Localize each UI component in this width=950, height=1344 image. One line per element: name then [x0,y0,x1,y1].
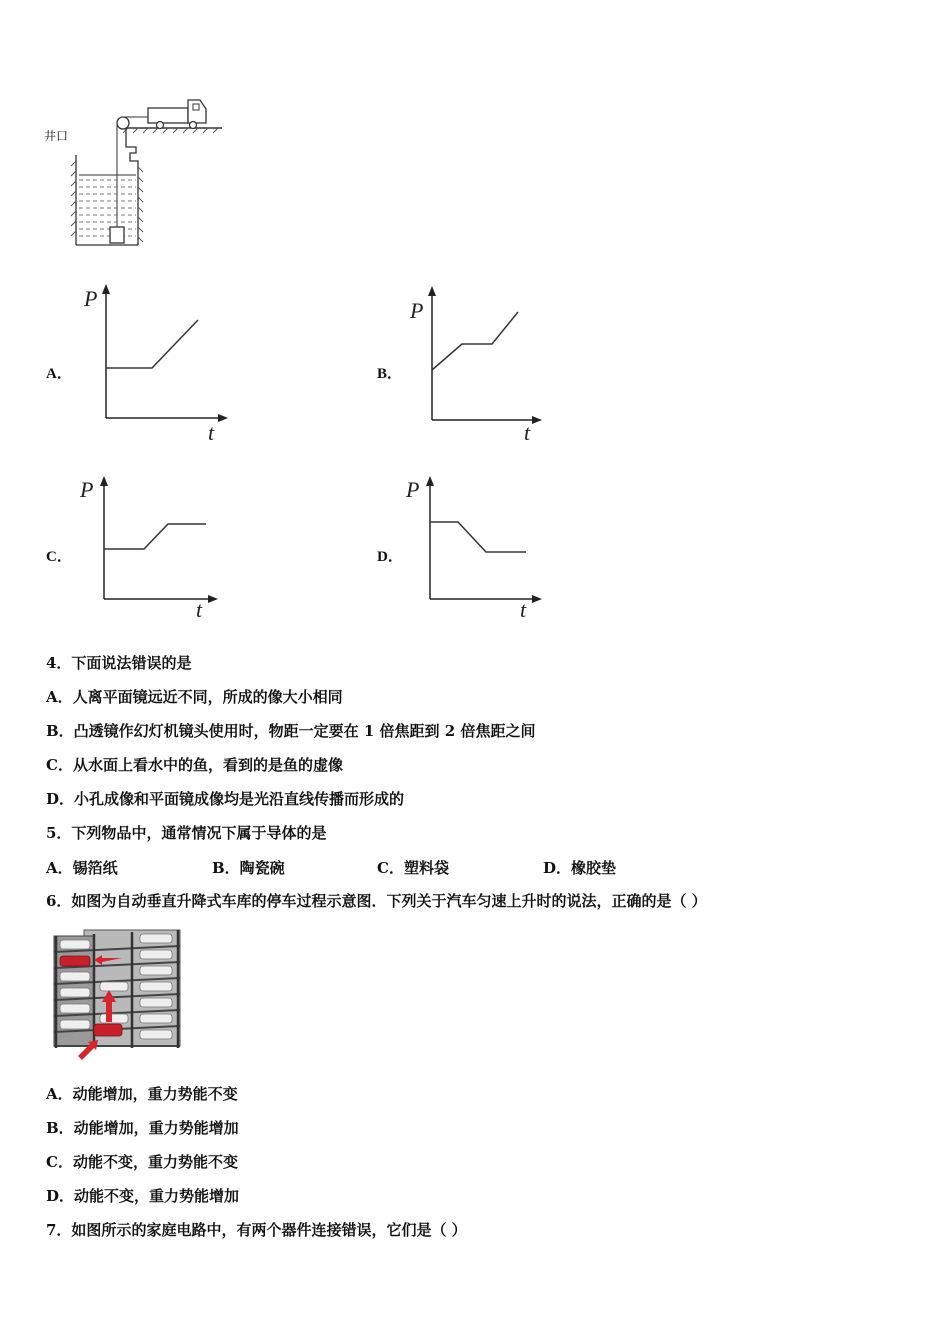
graph-d-curve [430,522,526,552]
graph-option-a [80,282,240,442]
q6-option-a: A．动能增加，重力势能不变 [46,1085,238,1103]
graph-option-c [78,472,238,632]
graph-b-y-label: P [410,298,424,323]
q6-option-b: B．动能增加，重力势能增加 [46,1119,239,1137]
q4-option-c: C．从水面上看水中的鱼，看到的是鱼的虚像 [46,756,343,774]
graph-a-curve [106,320,198,368]
graph-option-a-label: A． [46,366,72,382]
q5-option-c: C．塑料袋 [377,859,449,877]
graph-d-y-label: P [406,477,420,502]
q5-option-a: A．锡箔纸 [46,859,118,877]
q4-option-d: D．小孔成像和平面镜成像均是光沿直线传播而形成的 [46,790,405,808]
q5-option-d: D．橡胶垫 [543,859,617,877]
graph-c-x-label: t [196,597,203,622]
q4-option-b: B．凸透镜作幻灯机镜头使用时，物距一定要在 1 倍焦距到 2 倍焦距之间 [46,722,536,740]
graph-a-y-label: P [84,286,98,311]
q7-stem: 7．如图所示的家庭电路中，有两个器件连接错误，它们是（ ） [46,1221,467,1239]
graph-c-y-label: P [80,477,94,502]
q5-option-b: B．陶瓷碗 [212,859,285,877]
parking-garage-image [48,922,190,1062]
q4-stem: 4．下面说法错误的是 [46,654,192,672]
graph-b-curve [432,312,518,370]
graph-option-d-label: D． [377,549,403,565]
graph-option-c-label: C． [46,549,72,565]
q6-stem: 6．如图为自动垂直升降式车库的停车过程示意图．下列关于汽车匀速上升时的说法，正确的是（ ） [46,892,707,910]
graph-option-b [406,282,566,442]
graph-b-x-label: t [524,420,531,442]
graph-option-b-label: B． [377,366,403,382]
q4-option-a: A．人离平面镜远近不同，所成的像大小相同 [46,688,343,706]
graph-option-d [404,472,564,632]
q6-option-d: D．动能不变，重力势能增加 [46,1187,240,1205]
graph-c-curve [104,524,206,549]
q5-stem: 5．下列物品中，通常情况下属于导体的是 [46,824,327,842]
graph-a-x-label: t [208,420,215,442]
graph-d-x-label: t [520,597,527,622]
well-truck-figure [60,95,230,255]
q6-option-c: C．动能不变，重力势能不变 [46,1153,238,1171]
well-mouth-label: 井口 [44,129,69,143]
